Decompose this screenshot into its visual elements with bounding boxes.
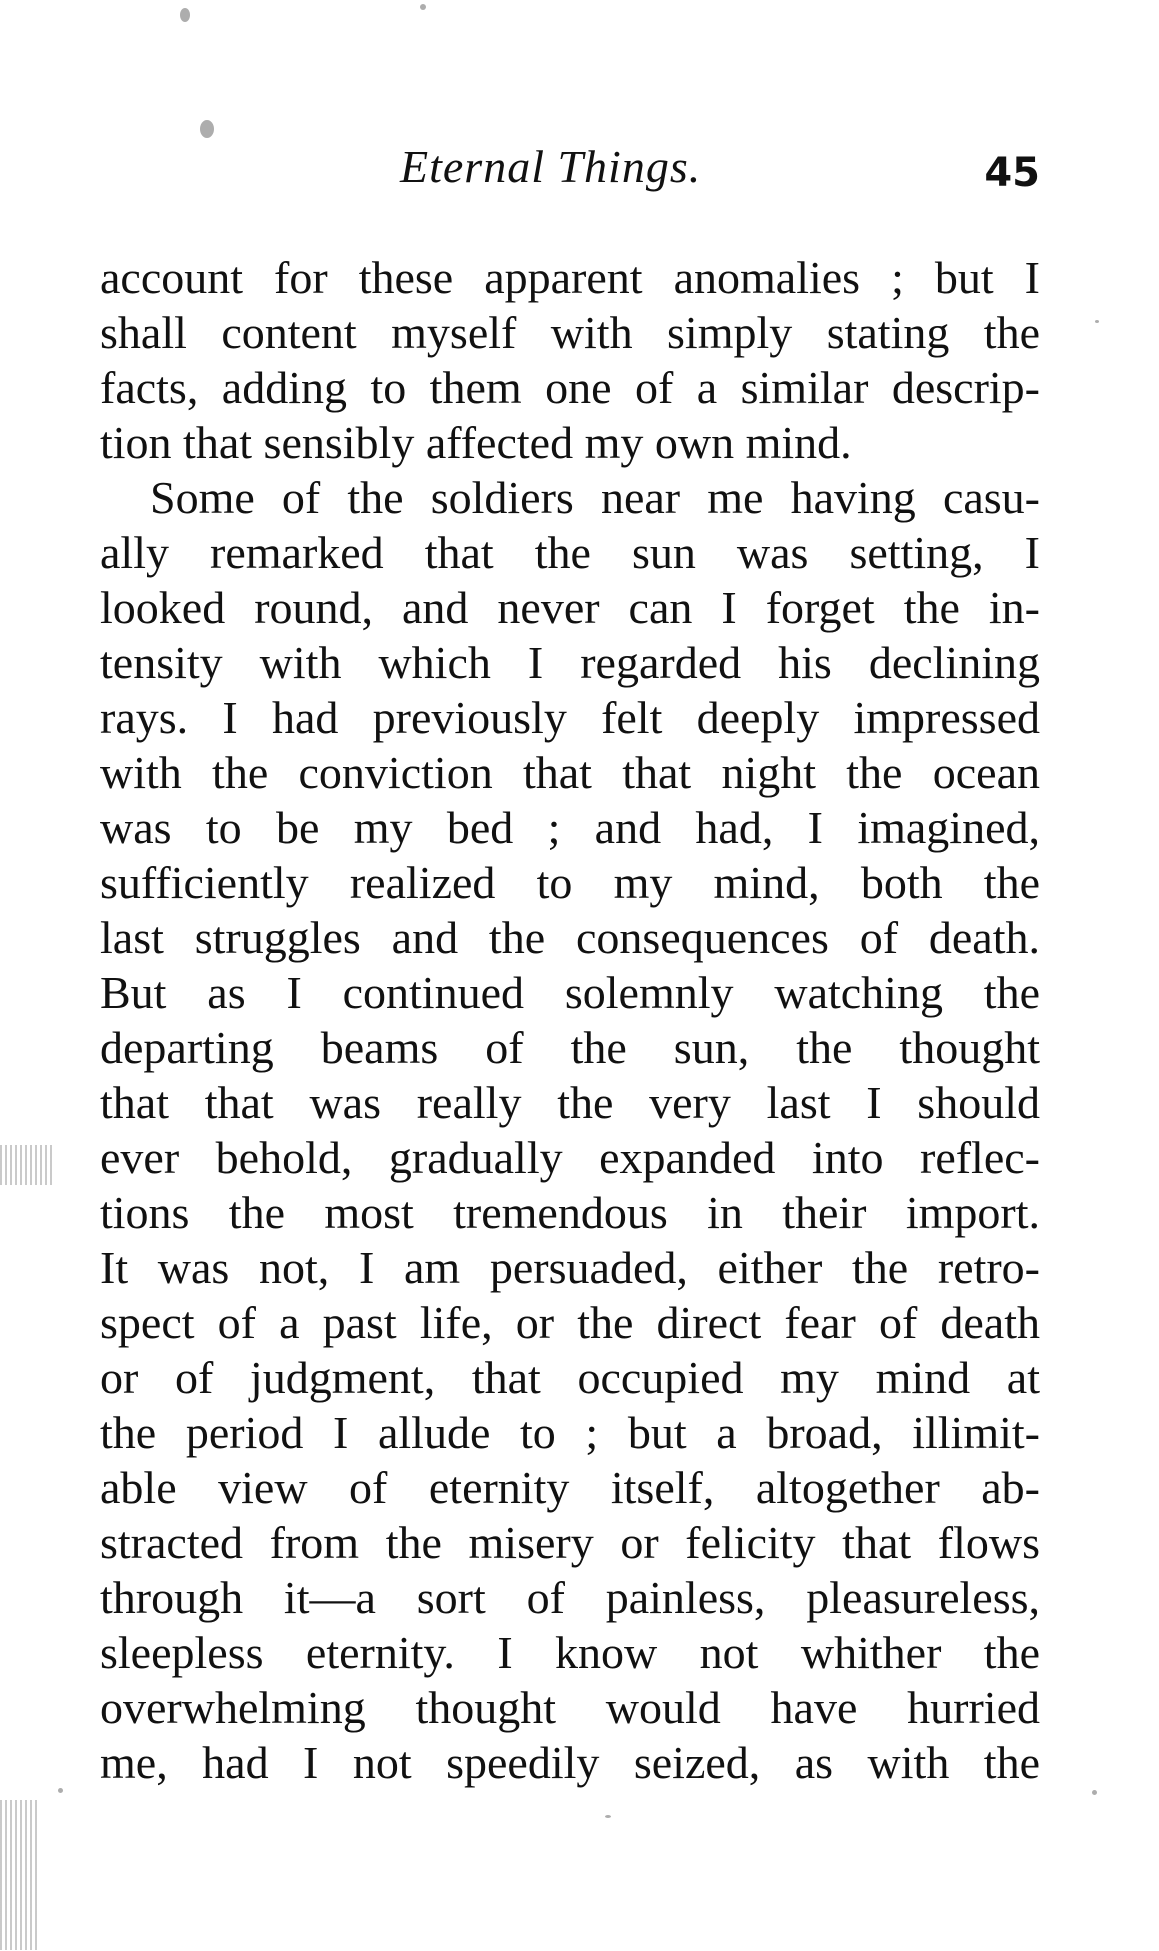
running-title: Eternal Things. <box>400 141 702 192</box>
text-line: tion that sensibly affected my own mind. <box>100 417 852 468</box>
text-line: looked round, and never can I forget the in- <box>100 582 1040 633</box>
page-number: 45 <box>984 150 1040 196</box>
text-line: spect of a past life, or the direct fear of death <box>100 1297 1040 1348</box>
text-line: shall content myself with simply stating the <box>100 307 1040 358</box>
text-line: Some of the soldiers near me having casu- <box>150 472 1040 523</box>
text-line: through it—a sort of painless, pleasureless, <box>100 1572 1040 1623</box>
text-line: overwhelming thought would have hurried <box>100 1682 1040 1733</box>
scan-speck <box>1095 320 1099 323</box>
scan-speck <box>58 1788 63 1793</box>
text-line: ever behold, gradually expanded into reflec- <box>100 1132 1040 1183</box>
scan-smudge <box>0 1800 40 1950</box>
text-line: But as I continued solemnly watching the <box>100 967 1040 1018</box>
scan-speck <box>1092 1790 1097 1795</box>
text-line: It was not, I am persuaded, either the retro- <box>100 1242 1040 1293</box>
text-line: or of judgment, that occupied my mind at <box>100 1352 1040 1403</box>
text-line: tensity with which I regarded his declining <box>100 637 1040 688</box>
scan-speck <box>605 1815 611 1818</box>
scan-speck <box>200 120 214 138</box>
body-text <box>100 250 1040 1790</box>
text-line: sleepless eternity. I know not whither the <box>100 1627 1040 1678</box>
text-line: that that was really the very last I should <box>100 1077 1040 1128</box>
text-line: rays. I had previously felt deeply impressed <box>100 692 1040 743</box>
text-line: account for these apparent anomalies ; but I <box>100 252 1040 303</box>
text-line: facts, adding to them one of a similar descrip- <box>100 362 1040 413</box>
scan-speck <box>420 4 426 10</box>
running-head <box>100 140 1040 200</box>
text-line: able view of eternity itself, altogether ab- <box>100 1462 1040 1513</box>
scan-smudge <box>0 1145 55 1185</box>
text-line: stracted from the misery or felicity that flows <box>100 1517 1040 1568</box>
text-line: departing beams of the sun, the thought <box>100 1022 1040 1073</box>
text-line: with the conviction that that night the ocean <box>100 747 1040 798</box>
text-line: tions the most tremendous in their import. <box>100 1187 1040 1238</box>
text-line: last struggles and the consequences of death. <box>100 912 1040 963</box>
scan-speck <box>180 8 190 22</box>
text-line: was to be my bed ; and had, I imagined, <box>100 802 1040 853</box>
text-line: me, had I not speedily seized, as with the <box>100 1737 1040 1788</box>
text-line: ally remarked that the sun was setting, I <box>100 527 1040 578</box>
text-line: sufficiently realized to my mind, both the <box>100 857 1040 908</box>
text-line: the period I allude to ; but a broad, illimit- <box>100 1407 1040 1458</box>
